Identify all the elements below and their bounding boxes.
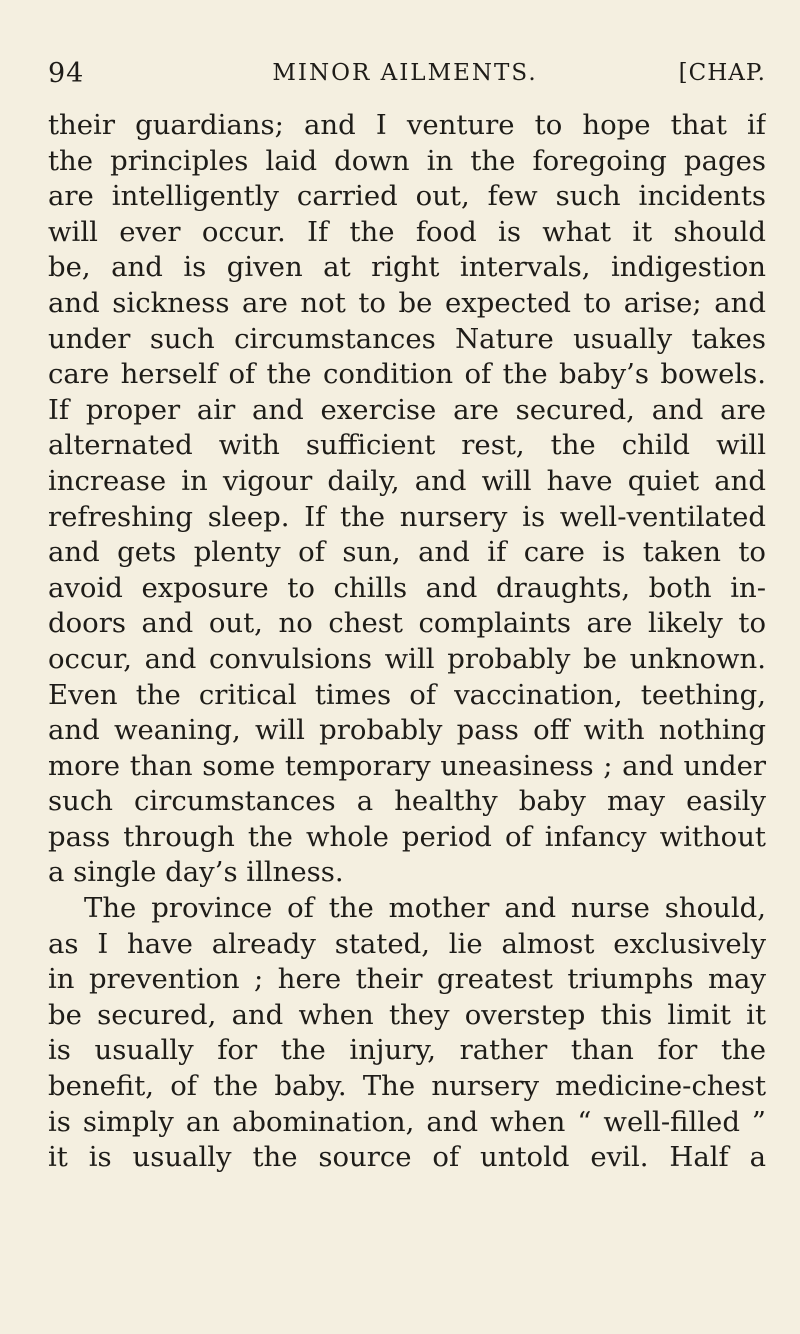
text-line: be secured, and when they overstep this limit it	[48, 998, 766, 1031]
text-line: is usually for the injury, rather than for the	[48, 1034, 766, 1067]
text-line: such circumstances a healthy baby may easily	[48, 785, 766, 818]
text-line: refreshing sleep. If the nursery is well-ventilated	[48, 500, 766, 533]
text-line: more than some temporary uneasiness ; and under	[48, 749, 766, 782]
running-title: MINOR AILMENTS.	[272, 60, 538, 86]
page-number: 94	[48, 58, 85, 89]
text-line: a single day’s illness.	[48, 856, 344, 889]
text-line: doors and out, no chest complaints are likely to	[48, 607, 766, 640]
text-line: increase in vigour daily, and will have quiet and	[48, 464, 766, 497]
text-line: pass through the whole period of infancy without	[48, 820, 766, 853]
body-text	[48, 108, 766, 1176]
text-line: under such circumstances Nature usually takes	[48, 322, 766, 355]
text-line: will ever occur. If the food is what it should	[48, 215, 766, 248]
text-line: the principles laid down in the foregoing pages	[48, 144, 766, 177]
text-line: benefit, of the baby. The nursery medicine-chest	[48, 1070, 766, 1103]
text-line: as I have already stated, lie almost exclusively	[48, 927, 766, 960]
text-line: Even the critical times of vaccination, teething,	[48, 678, 766, 711]
text-line: care herself of the condition of the baby’s bowels.	[48, 358, 766, 391]
text-line: their guardians; and I venture to hope that if	[48, 109, 766, 141]
text-line: and sickness are not to be expected to arise; and	[48, 286, 766, 319]
text-line: avoid exposure to chills and draughts, both in-	[48, 571, 766, 604]
text-line: alternated with sufficient rest, the child will	[48, 429, 766, 462]
running-head	[44, 48, 766, 88]
text-line: and weaning, will probably pass off with nothing	[48, 714, 766, 747]
chapter-mark: [CHAP.	[678, 60, 766, 86]
text-line: is simply an abomination, and when “ well-filled ”	[48, 1105, 766, 1138]
text-line: be, and is given at right intervals, indigestion	[48, 251, 766, 284]
text-line: are intelligently carried out, few such incidents	[48, 180, 766, 213]
text-line: and gets plenty of sun, and if care is taken to	[48, 536, 766, 569]
text-line: The province of the mother and nurse should,	[84, 892, 766, 925]
text-line: If proper air and exercise are secured, and are	[48, 393, 766, 426]
text-line: occur, and convulsions will probably be unknown.	[48, 642, 766, 675]
text-line: in prevention ; here their greatest triumphs may	[48, 963, 766, 996]
text-line: it is usually the source of untold evil. Half a	[48, 1141, 766, 1174]
